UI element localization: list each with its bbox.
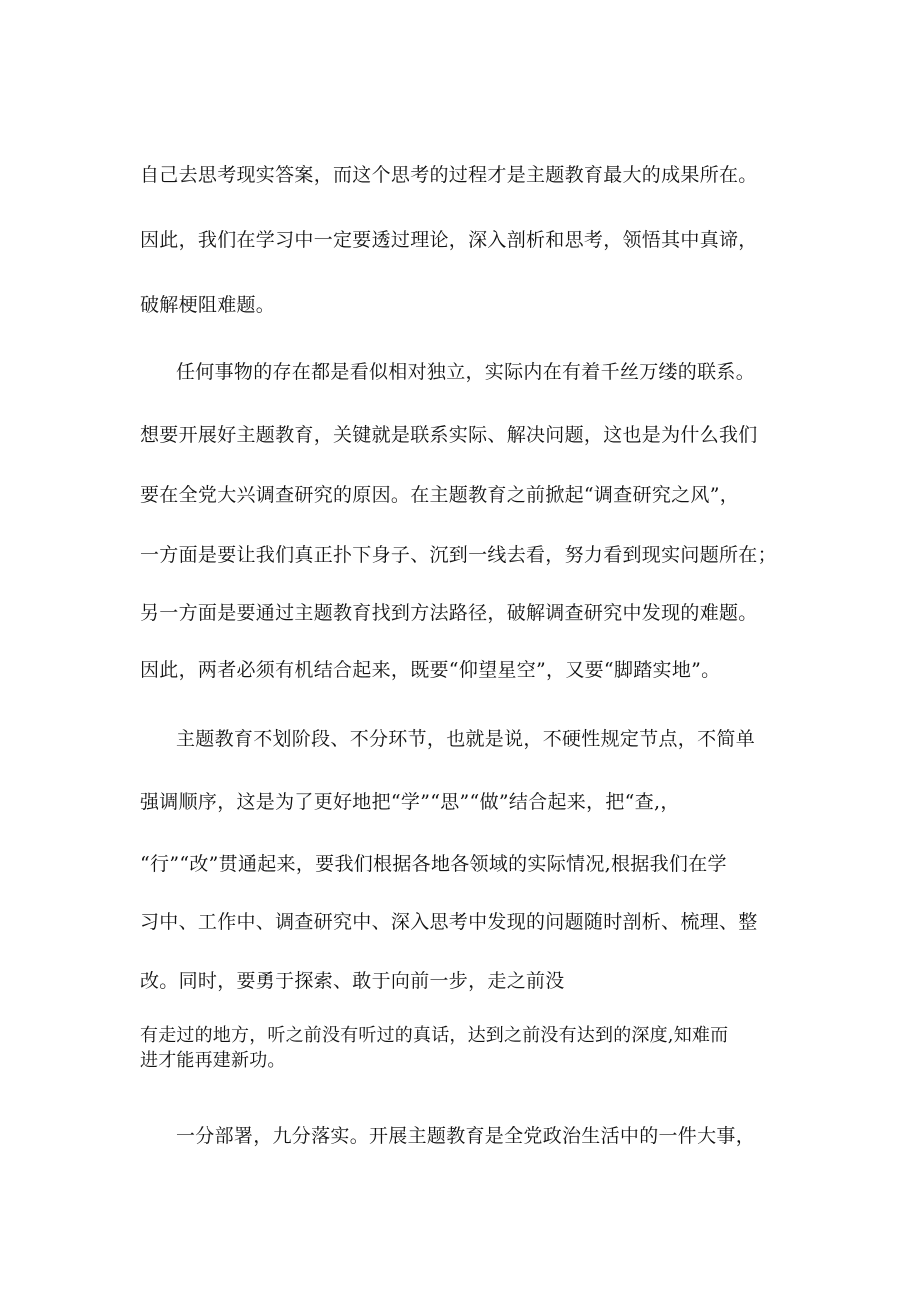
paragraph-2-line-6: 因此，两者必须有机结合起来，既要“仰望星空”，又要“脚踏实地”。 [140,659,721,681]
paragraph-1-line-1: 自己去思考现实答案，而这个思考的过程才是主题教育最大的成果所在。 [140,164,758,186]
paragraph-1-line-2: 因此，我们在学习中一定要透过理论，深入剖析和思考，领悟其中真谛， [140,229,758,251]
paragraph-3-line-3: “行”“改”贯通起来，要我们根据各地各领域的实际情况,根据我们在学 [140,853,727,875]
paragraph-3-line-2: 强调顺序，这是为了更好地把“学”“思”“做”结合起来，把“查,， [140,791,680,813]
paragraph-1-line-3: 破解梗阻难题。 [140,294,276,316]
paragraph-3-line-7: 进才能再建新功。 [140,1050,286,1071]
paragraph-4-line-1: 一分部署，九分落实。开展主题教育是全党政治生活中的一件大事， [176,1125,756,1147]
paragraph-2-line-3: 要在全党大兴调查研究的原因。在主题教育之前掀起“调查研究之风”， [140,484,740,506]
paragraph-2-line-5: 另一方面是要通过主题教育找到方法路径，破解调查研究中发现的难题。 [140,602,758,624]
paragraph-3-line-1: 主题教育不划阶段、不分环节，也就是说，不硬性规定节点，不简单 [176,728,756,750]
paragraph-2-line-4: 一方面是要让我们真正扑下身子、沉到一线去看，努力看到现实问题所在； [140,544,777,566]
paragraph-3-line-5: 改。同时，要勇于探索、敢于向前一步，走之前没 [140,970,565,992]
paragraph-2-line-2: 想要开展好主题教育，关键就是联系实际、解决问题，这也是为什么我们 [140,424,758,446]
paragraph-3-line-4: 习中、工作中、调查研究中、深入思考中发现的问题随时剖析、梳理、整 [140,911,758,933]
paragraph-2-line-1: 任何事物的存在都是看似相对独立，实际内在有着千丝万缕的联系。 [176,361,756,383]
paragraph-3-line-6: 有走过的地方，听之前没有听过的真话，达到之前没有达到的深度,知难而 [140,1025,729,1046]
